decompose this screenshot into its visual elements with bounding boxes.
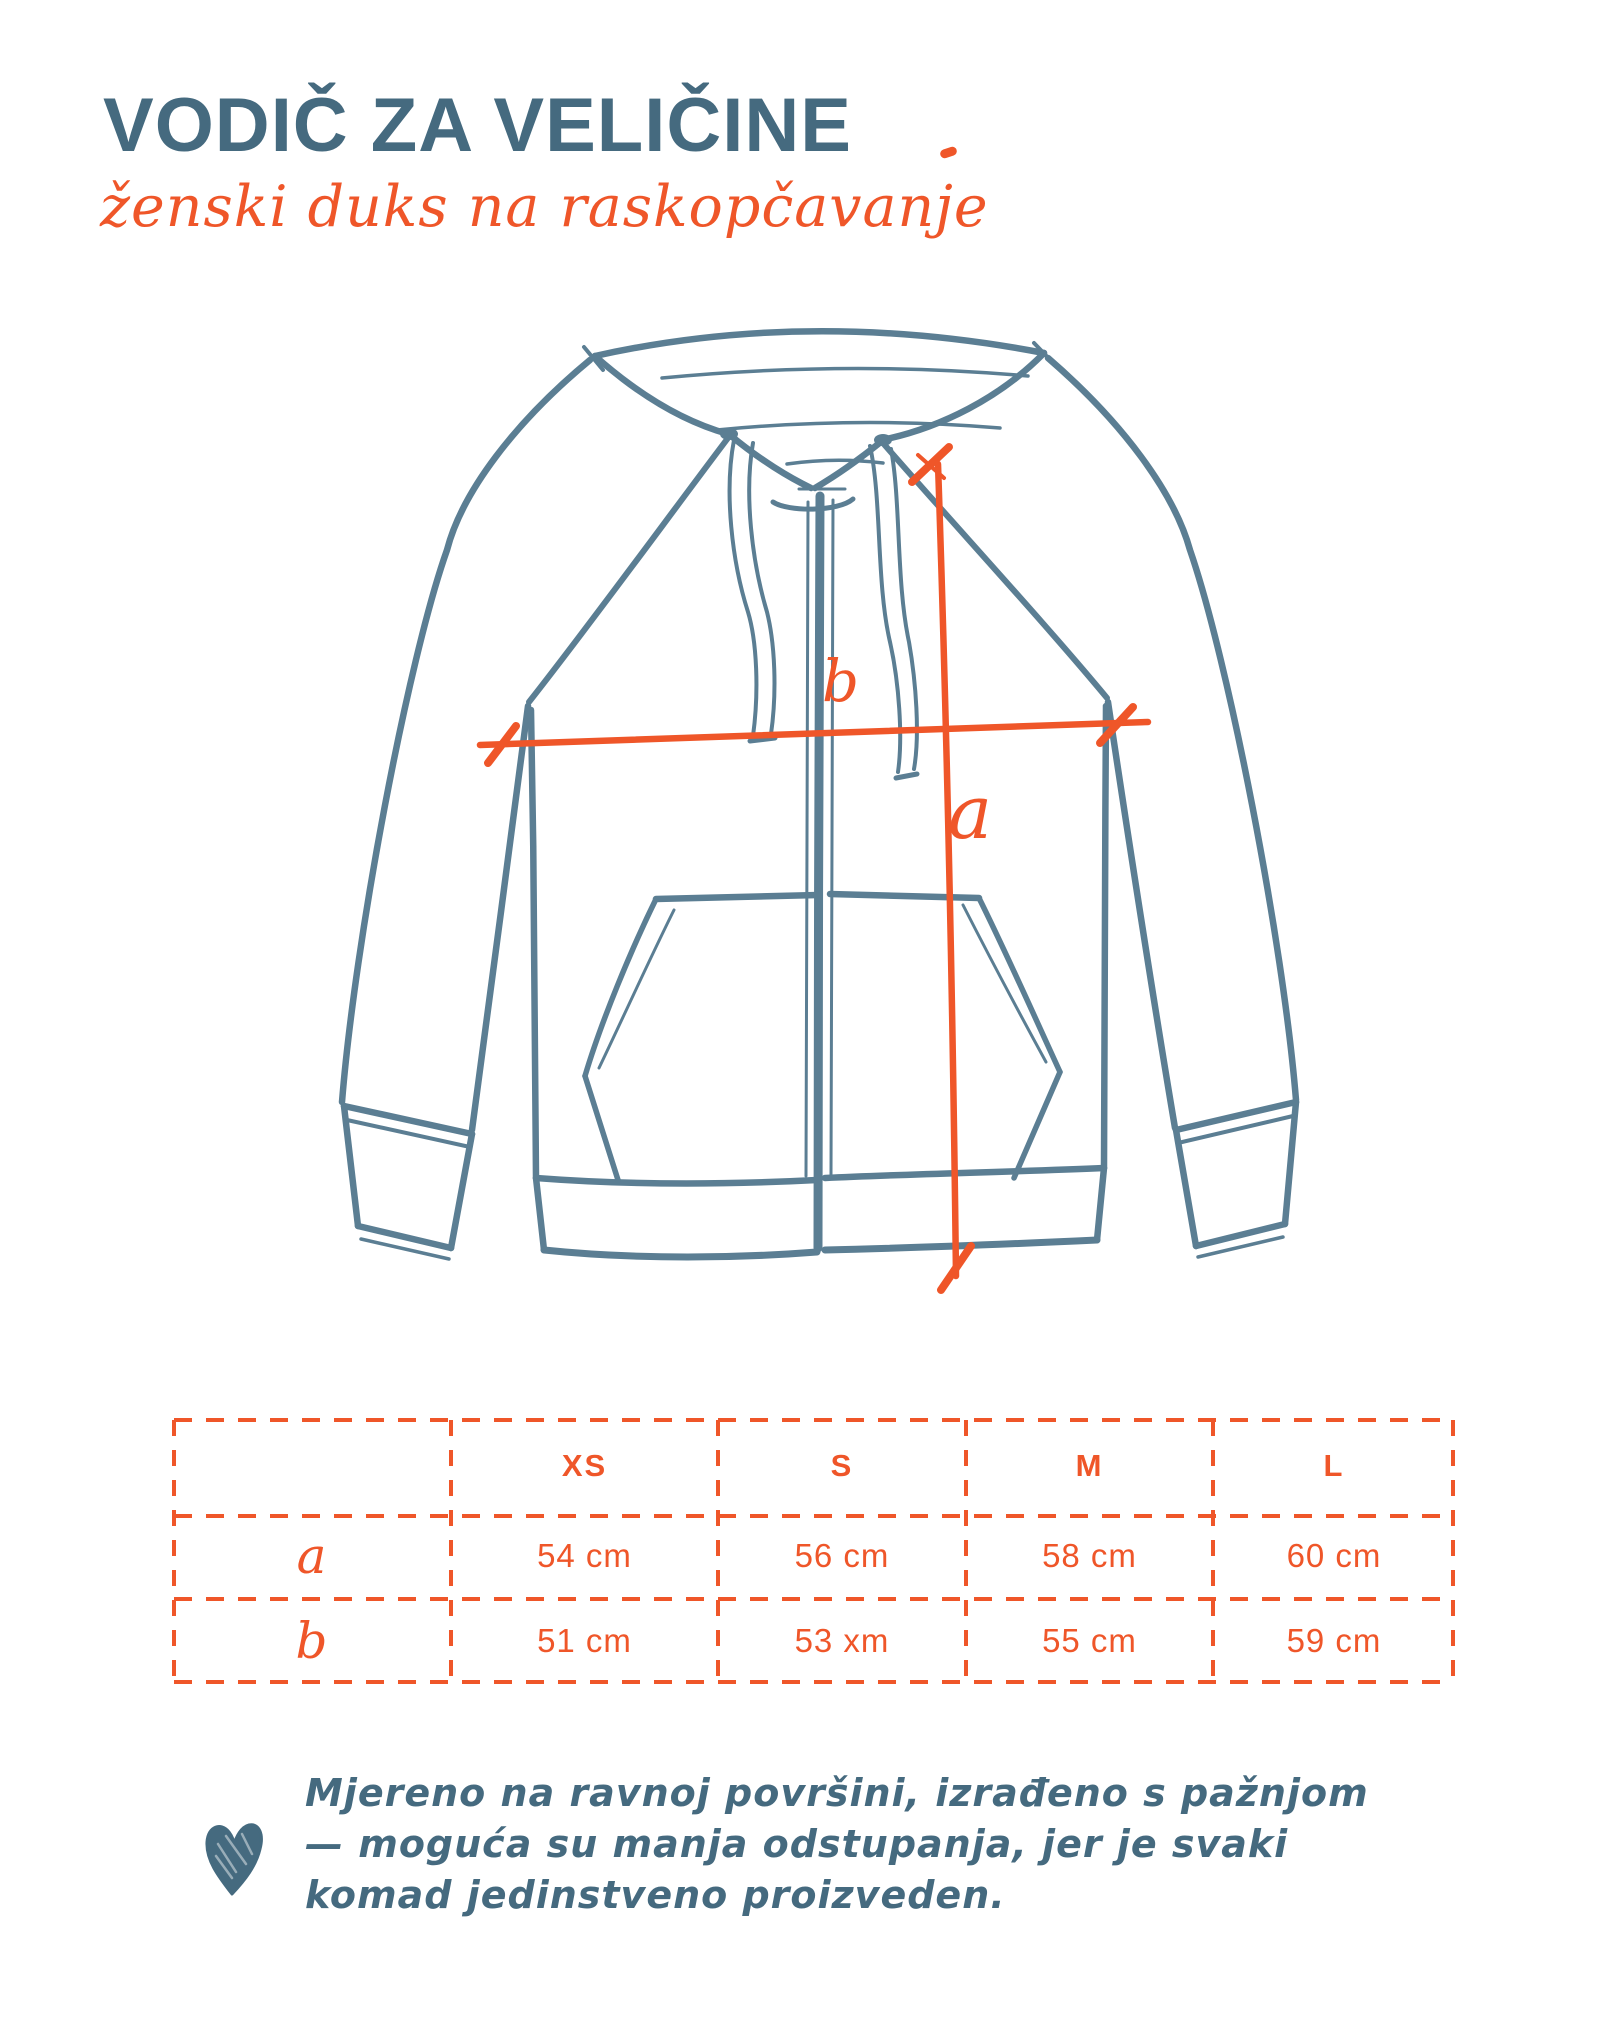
value-a-m: 58 cm [1042, 1537, 1137, 1574]
column-header-m: M [1075, 1448, 1104, 1483]
row-label-b: b [295, 1612, 328, 1670]
value-b-l: 59 cm [1286, 1622, 1382, 1659]
value-b-m: 55 cm [1042, 1622, 1137, 1659]
title-accent-dot [939, 146, 958, 160]
measure-label-b: b [822, 647, 860, 715]
value-a-xs: 54 cm [537, 1537, 632, 1574]
footer-note [305, 1768, 1369, 1921]
column-header-xs: XS [561, 1448, 608, 1483]
value-a-s: 56 cm [794, 1537, 890, 1574]
footer-note-line3: komad jedinstveno proizveden. [305, 1873, 1006, 1917]
hoodie-diagram [300, 250, 1360, 1350]
footer-note-line2: — moguća su manja odstupanja, jer je svaki [305, 1822, 1289, 1866]
page-title: VODIČ ZA VELIČINE [103, 83, 852, 168]
hoodie-sketch-icon [300, 250, 1360, 1350]
footer-note-line1: Mjereno na ravnoj površini, izrađeno s pažnjom [305, 1771, 1369, 1815]
column-header-l: L [1323, 1448, 1345, 1483]
value-b-xs: 51 cm [537, 1622, 632, 1659]
heart-icon [202, 1814, 264, 1900]
value-b-s: 53 xm [794, 1622, 890, 1659]
measure-label-a: a [948, 770, 993, 856]
size-table [172, 1418, 1455, 1684]
column-header-s: S [830, 1448, 854, 1483]
measure-line-a [938, 464, 956, 1276]
measure-line-b [480, 722, 1148, 745]
table-corner-cell [172, 1418, 451, 1514]
page-subtitle: ženski duks na raskopčavanje [100, 174, 989, 240]
value-a-l: 60 cm [1286, 1537, 1382, 1574]
row-label-a: a [296, 1527, 327, 1585]
